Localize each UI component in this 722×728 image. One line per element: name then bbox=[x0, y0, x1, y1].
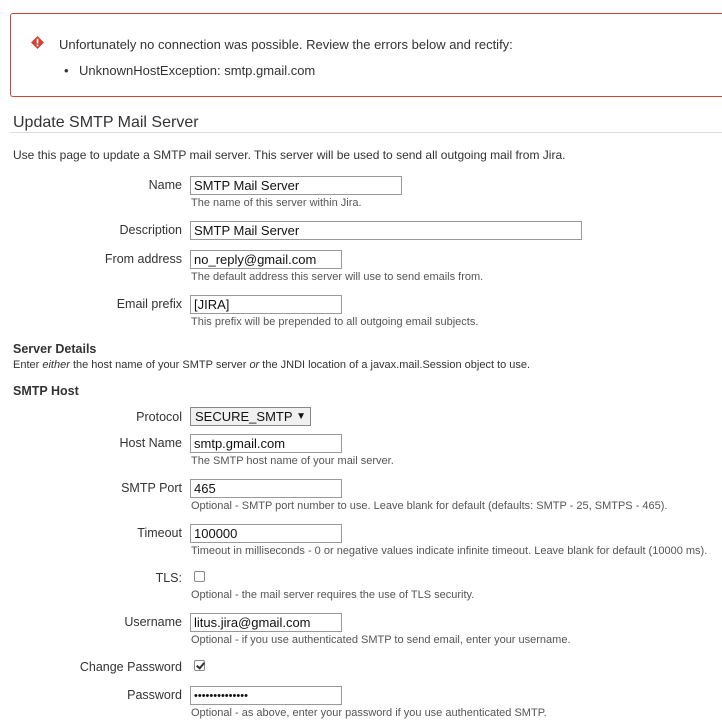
tls-hint: Optional - the mail server requires the use of TLS security. bbox=[191, 589, 475, 601]
from-address-label: From address bbox=[104, 252, 182, 266]
tls-checkbox[interactable] bbox=[194, 571, 205, 582]
email-prefix-input[interactable] bbox=[190, 295, 342, 314]
name-hint: The name of this server within Jira. bbox=[191, 197, 362, 209]
username-label: Username bbox=[124, 615, 182, 629]
name-input[interactable] bbox=[190, 176, 402, 195]
smtp-port-input[interactable] bbox=[190, 479, 342, 498]
chevron-down-icon: ▼ bbox=[296, 411, 306, 422]
protocol-select[interactable] bbox=[190, 407, 311, 426]
error-banner bbox=[10, 13, 722, 97]
password-input[interactable] bbox=[190, 686, 342, 705]
description-label: Description bbox=[119, 223, 182, 237]
server-details-title: Server Details bbox=[13, 342, 97, 356]
page-intro: Use this page to update a SMTP mail server. This server will be used to send all outgoing mail from Jira. bbox=[13, 148, 566, 162]
smtp-port-hint: Optional - SMTP port number to use. Leave blank for default (defaults: SMTP - 25, SMTPS - 465). bbox=[191, 500, 668, 512]
email-prefix-hint: This prefix will be prepended to all outgoing email subjects. bbox=[191, 316, 479, 328]
error-icon bbox=[31, 36, 44, 49]
title-divider bbox=[10, 132, 722, 133]
name-label: Name bbox=[148, 178, 182, 192]
server-details-desc: Enter either the host name of your SMTP server or the JNDI location of a javax.mail.Session object to use. bbox=[13, 359, 531, 371]
change-password-label: Change Password bbox=[79, 660, 182, 674]
username-hint: Optional - if you use authenticated SMTP to send email, enter your username. bbox=[191, 634, 571, 646]
host-name-input[interactable] bbox=[190, 434, 342, 453]
timeout-label: Timeout bbox=[137, 526, 182, 540]
change-password-checkbox[interactable] bbox=[194, 660, 205, 671]
protocol-label: Protocol bbox=[136, 410, 182, 424]
protocol-value: SECURE_SMTP bbox=[195, 409, 293, 424]
timeout-input[interactable] bbox=[190, 524, 342, 543]
smtp-host-title: SMTP Host bbox=[13, 384, 79, 398]
tls-label: TLS: bbox=[155, 571, 182, 585]
error-message: Unfortunately no connection was possible. Review the errors below and rectify: bbox=[59, 37, 513, 52]
host-name-hint: The SMTP host name of your mail server. bbox=[191, 455, 394, 467]
timeout-hint: Timeout in milliseconds - 0 or negative values indicate infinite timeout. Leave blank for default (10000 ms). bbox=[191, 545, 708, 557]
smtp-port-label: SMTP Port bbox=[121, 481, 182, 495]
password-hint: Optional - as above, enter your password if you use authenticated SMTP. bbox=[191, 707, 547, 719]
error-item: • UnknownHostException: smtp.gmail.com bbox=[79, 63, 315, 78]
email-prefix-label: Email prefix bbox=[116, 297, 182, 311]
password-label: Password bbox=[127, 688, 182, 702]
from-address-input[interactable] bbox=[190, 250, 342, 269]
host-name-label: Host Name bbox=[119, 436, 182, 450]
page-title: Update SMTP Mail Server bbox=[13, 114, 199, 131]
from-address-hint: The default address this server will use to send emails from. bbox=[191, 271, 484, 283]
error-list bbox=[79, 63, 315, 78]
description-input[interactable] bbox=[190, 221, 582, 240]
username-input[interactable] bbox=[190, 613, 342, 632]
